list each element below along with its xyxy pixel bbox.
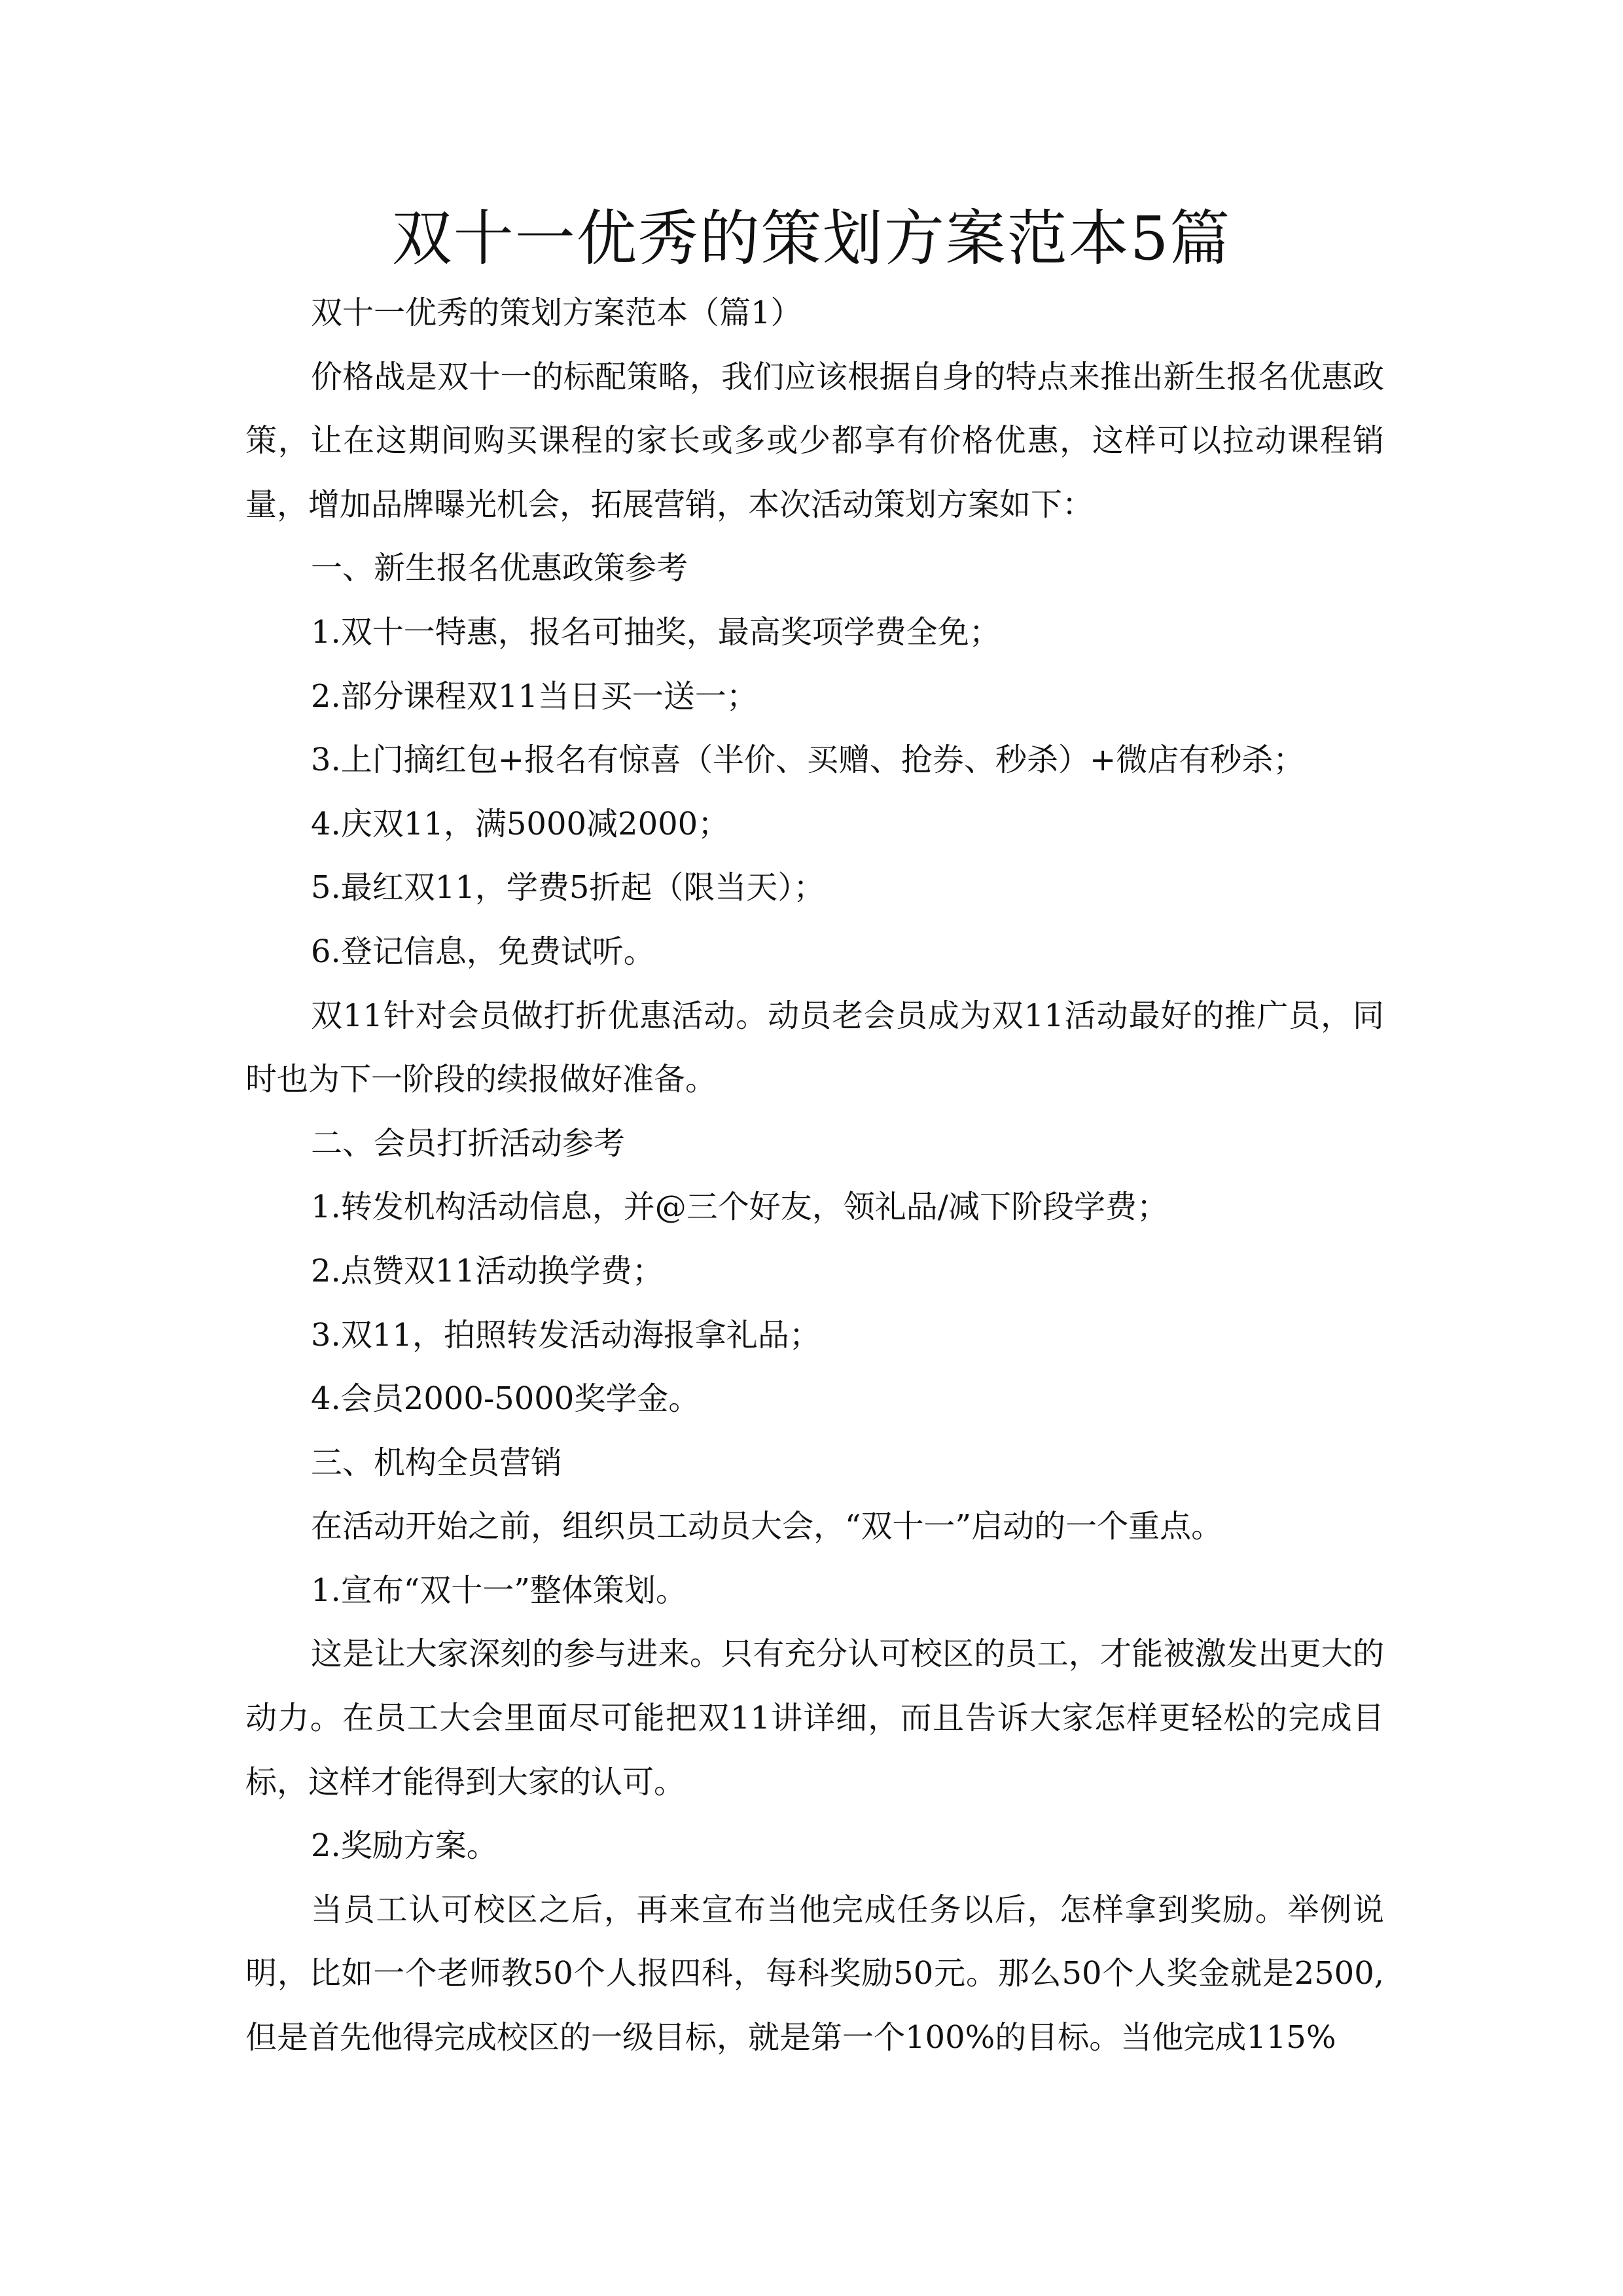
list-item: 4.会员2000-5000奖学金。	[311, 1380, 700, 1418]
section-heading: 一、新生报名优惠政策参考	[311, 550, 688, 587]
body-paragraph: 价格战是双十一的标配策略，我们应该根据自身的特点来推出新生报名优惠政策，让在这期间购买课程的家长或多或少都享有价格优惠，这样可以拉动课程销量，增加品牌曝光机会，拓展营销，本次活动策划方案如下：	[245, 358, 1384, 523]
list-item: 2.奖励方案。	[311, 1827, 498, 1865]
body-paragraph: 这是让大家深刻的参与进来。只有充分认可校区的员工，才能被激发出更大的动力。在员工大会里面尽可能把双11讲详细，而且告诉大家怎样更轻松的完成目标，这样才能得到大家的认可。	[245, 1636, 1384, 1801]
list-item: 1.双十一特惠，报名可抽奖，最高奖项学费全免；	[311, 613, 1001, 651]
list-item: 2.部分课程双11当日买一送一；	[311, 677, 758, 715]
list-item: 1.宣布“双十一”整体策划。	[311, 1571, 687, 1609]
document-title: 双十一优秀的策划方案范本5篇	[391, 204, 1232, 274]
list-item: 1.转发机构活动信息，并@三个好友，领礼品/减下阶段学费；	[311, 1189, 1168, 1226]
list-item: 6.登记信息，免费试听。	[311, 933, 655, 970]
list-item: 3.双11，拍照转发活动海报拿礼品；	[311, 1316, 821, 1354]
list-item: 2.点赞双11活动换学费；	[311, 1252, 664, 1289]
document-body	[245, 281, 1384, 2070]
body-paragraph: 双11针对会员做打折优惠活动。动员老会员成为双11活动最好的推广员，同时也为下一阶段的续报做好准备。	[245, 997, 1384, 1098]
section-heading: 二、会员打折活动参考	[311, 1124, 626, 1162]
body-paragraph: 在活动开始之前，组织员工动员大会，“双十一”启动的一个重点。	[311, 1508, 1223, 1545]
list-item: 4.庆双11，满5000减2000；	[311, 805, 730, 842]
section-heading: 三、机构全员营销	[311, 1444, 563, 1481]
section-heading: 双十一优秀的策划方案范本（篇1）	[311, 295, 802, 331]
list-item: 3.上门摘红包+报名有惊喜（半价、买赠、抢券、秒杀）+微店有秒杀；	[311, 742, 1305, 779]
body-paragraph: 当员工认可校区之后，再来宣布当他完成任务以后，怎样拿到奖励。举例说明，比如一个老师教50个人报四科，每科奖励50元。那么50个人奖金就是2500,但是首先他得完成校区的一级目标，就是第一个100%的目标。当他完成115%	[245, 1891, 1384, 2056]
list-item: 5.最红双11，学费5折起（限当天）；	[311, 869, 825, 906]
